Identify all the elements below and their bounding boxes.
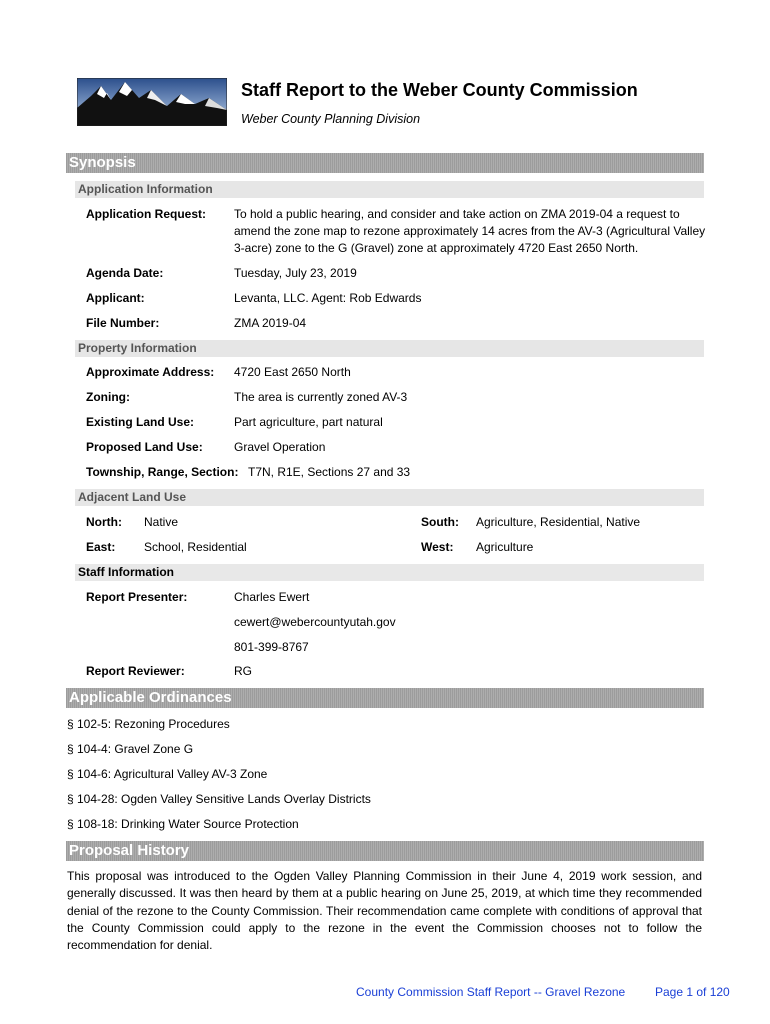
agenda-date-label: Agenda Date: — [86, 266, 164, 280]
report-presenter-label: Report Presenter: — [86, 590, 188, 604]
south-value: Agriculture, Residential, Native — [476, 515, 641, 529]
proposed-land-use-value: Gravel Operation — [234, 440, 326, 454]
address-value: 4720 East 2650 North — [234, 365, 351, 379]
zoning-value: The area is currently zoned AV-3 — [234, 390, 408, 404]
mountain-logo-icon — [77, 78, 227, 126]
ordinances-heading: Applicable Ordinances — [66, 688, 704, 708]
presenter-phone: 801-399-8767 — [234, 640, 309, 654]
report-reviewer-label: Report Reviewer: — [86, 664, 185, 678]
proposal-history-text: This proposal was introduced to the Ogden Valley Planning Commission in their June 4, 2019 work session, and generally discussed. It was then heard by them at a public hearing on June 25, 2019, at which time they recommended denial of the rezone to the County Commission. Their recommendation came complete with conditions of approval that the County Commission could apply to the rezone in the event the Commission chooses not to follow the recommendation for denial. — [67, 869, 702, 953]
proposal-history-heading: Proposal History — [66, 841, 704, 861]
staff-info-heading: Staff Information — [75, 564, 704, 581]
presenter-name: Charles Ewert — [234, 590, 310, 604]
page-title: Staff Report to the Weber County Commission — [241, 80, 638, 100]
applicant-label: Applicant: — [86, 291, 145, 305]
address-label: Approximate Address: — [86, 365, 215, 379]
file-number-label: File Number: — [86, 316, 160, 330]
applicant-value: Levanta, LLC. Agent: Rob Edwards — [234, 291, 422, 305]
township-label: Township, Range, Section: — [86, 465, 239, 479]
proposed-land-use-label: Proposed Land Use: — [86, 440, 203, 454]
west-value: Agriculture — [476, 540, 534, 554]
page-subtitle: Weber County Planning Division — [241, 112, 421, 126]
property-info-heading: Property Information — [75, 340, 704, 357]
east-value: School, Residential — [144, 540, 247, 554]
ordinance-item: § 104-6: Agricultural Valley AV-3 Zone — [67, 767, 268, 781]
file-number-value: ZMA 2019-04 — [234, 316, 307, 330]
adjacent-land-use-heading: Adjacent Land Use — [75, 489, 704, 506]
ordinance-item: § 108-18: Drinking Water Source Protection — [67, 817, 299, 831]
agenda-date-value: Tuesday, July 23, 2019 — [234, 266, 357, 280]
north-value: Native — [144, 515, 179, 529]
synopsis-heading: Synopsis — [66, 153, 704, 173]
footer-page-number: Page 1 of 120 — [655, 985, 730, 999]
existing-land-use-value: Part agriculture, part natural — [234, 415, 383, 429]
zoning-label: Zoning: — [86, 390, 130, 404]
north-label: North: — [86, 515, 122, 529]
ordinance-item: § 104-4: Gravel Zone G — [67, 742, 194, 756]
application-info-heading: Application Information — [75, 181, 704, 198]
application-request-label: Application Request: — [86, 207, 207, 221]
township-value: T7N, R1E, Sections 27 and 33 — [248, 465, 411, 479]
application-request-value: To hold a public hearing, and consider and take action on ZMA 2019-04 a request to amend the zone map to rezone approximately 14 acres from the AV-3 (Agricultural Valley 3-acre) zone to the G (Gravel) zone at approximately 4720 East 2650 North. — [234, 207, 706, 255]
footer-doc-title: County Commission Staff Report -- Gravel Rezone — [356, 985, 626, 999]
ordinance-item: § 104-28: Ogden Valley Sensitive Lands Overlay Districts — [67, 792, 371, 806]
west-label: West: — [421, 540, 454, 554]
existing-land-use-label: Existing Land Use: — [86, 415, 195, 429]
south-label: South: — [421, 515, 459, 529]
ordinance-item: § 102-5: Rezoning Procedures — [67, 717, 230, 731]
report-reviewer-value: RG — [234, 664, 252, 678]
east-label: East: — [86, 540, 116, 554]
presenter-email: cewert@webercountyutah.gov — [234, 615, 396, 629]
